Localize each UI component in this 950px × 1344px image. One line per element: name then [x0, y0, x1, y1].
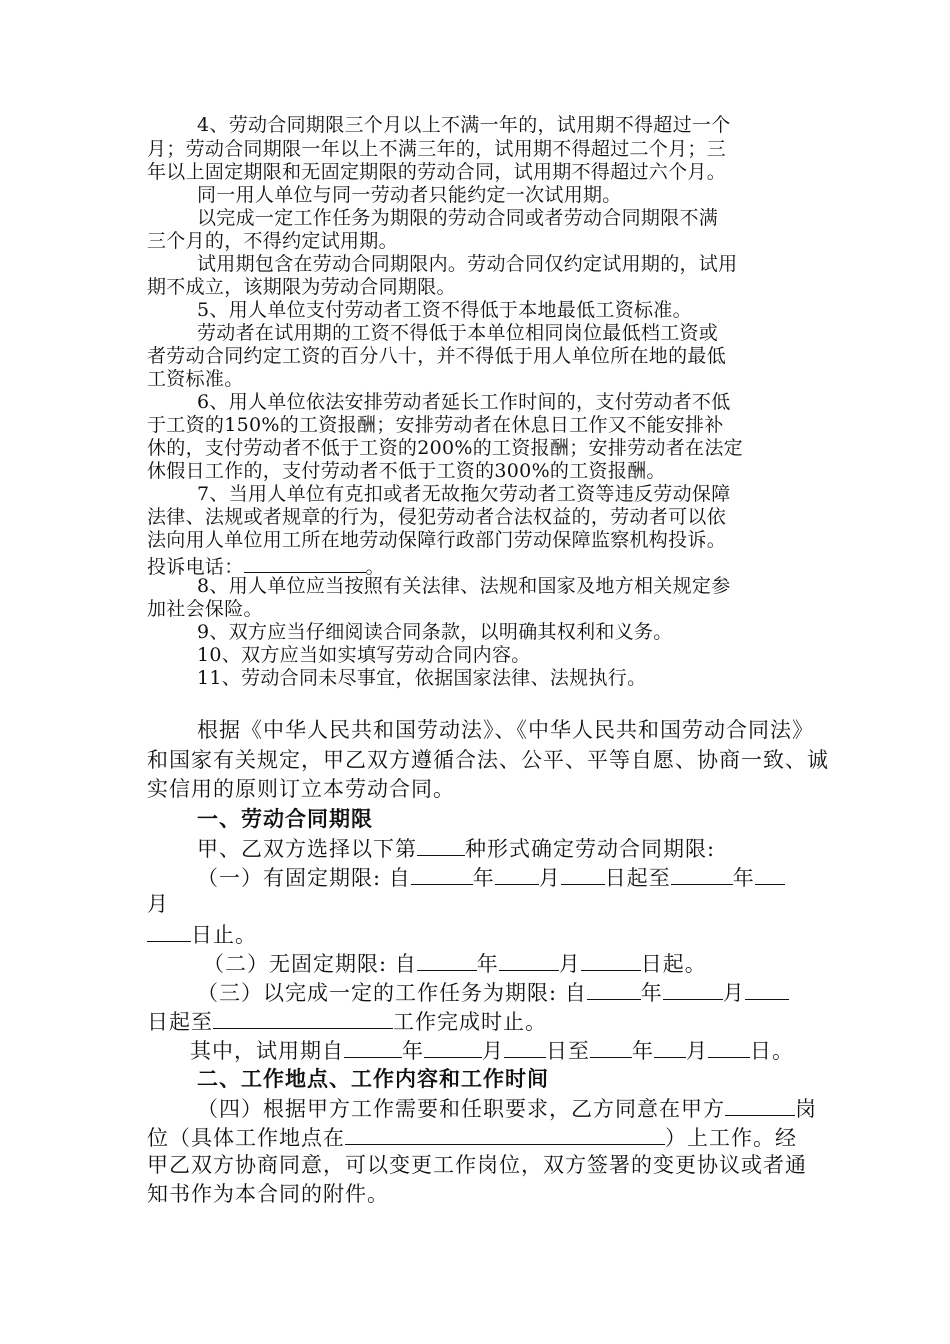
note-6-line-1: 6、用人单位依法安排劳动者延长工作时间的，支付劳动者不低 [197, 391, 731, 413]
open-start-year-blank[interactable] [417, 952, 477, 971]
fixed-end-month-blank[interactable] [755, 866, 785, 885]
fixed-end-day-blank[interactable] [147, 923, 191, 942]
end-label: 日止。 [191, 923, 257, 947]
fixed-end-year-blank[interactable] [671, 866, 733, 885]
note-probation-once: 同一用人单位与同一劳动者只能约定一次试用期。 [197, 184, 622, 206]
task-term-line [197, 981, 789, 1004]
fixed-term-line [197, 866, 785, 889]
complaint-phone-blank[interactable] [244, 554, 366, 573]
section-1-heading: 一、劳动合同期限 [197, 806, 373, 831]
year-label: 年 [476, 952, 499, 976]
note-8-line-2: 加社会保险。 [147, 598, 263, 620]
probation-end-month-blank[interactable] [654, 1039, 686, 1058]
year-label: 年 [732, 866, 755, 890]
day-label: 日。 [750, 1039, 794, 1063]
open-start-day-blank[interactable] [581, 952, 641, 971]
position-line-4: 知书作为本合同的附件。 [147, 1182, 389, 1206]
probation-line [190, 1039, 794, 1062]
intro-line-3: 实信用的原则订立本劳动合同。 [147, 777, 455, 801]
task-term-label: （三）以完成一定的工作任务为期限: 自 [197, 981, 587, 1005]
year-label: 年 [632, 1039, 654, 1063]
work-location-blank[interactable] [345, 1126, 665, 1145]
start-label: 日起。 [640, 952, 707, 976]
term-form-suffix: 种形式确定劳动合同期限: [465, 837, 716, 861]
note-4-line-1: 4、劳动合同期限三个月以上不满一年的，试用期不得超过一个 [197, 114, 731, 136]
note-11: 11、劳动合同未尽事宜，依据国家法律、法规执行。 [197, 667, 647, 689]
note-5: 5、用人单位支付劳动者工资不得低于本地最低工资标准。 [197, 299, 692, 321]
note-6-line-2: 于工资的150%的工资报酬；安排劳动者在休息日工作又不能安排补 [147, 414, 724, 436]
note-probation-wage-line-3: 工资标准。 [147, 368, 244, 390]
year-label: 年 [640, 981, 663, 1005]
probation-start-month-blank[interactable] [424, 1039, 482, 1058]
task-start-month-blank[interactable] [663, 981, 723, 1000]
open-term-line [203, 952, 707, 975]
position-label: （四）根据甲方工作需要和任职要求，乙方同意在甲方 [197, 1097, 725, 1121]
term-form-choice [197, 837, 715, 860]
fixed-start-month-blank[interactable] [495, 866, 539, 885]
probation-end-year-blank[interactable] [590, 1039, 632, 1058]
note-probation-included-line-2: 期不成立，该期限为劳动合同期限。 [147, 276, 456, 298]
position-suffix: 岗 [795, 1097, 817, 1121]
work-location-suffix: ）上工作。经 [665, 1126, 797, 1150]
note-4-line-3: 年以上固定期限和无固定期限的劳动合同，试用期不得超过六个月。 [147, 161, 727, 183]
note-probation-wage-line-2: 者劳动合同约定工资的百分八十，并不得低于用人单位所在地的最低 [147, 345, 727, 367]
note-task-contract-line-1: 以完成一定工作任务为期限的劳动合同或者劳动合同期限不满 [197, 207, 719, 229]
probation-start-day-blank[interactable] [504, 1039, 546, 1058]
year-label: 年 [402, 1039, 424, 1063]
work-location-label: 位（具体工作地点在 [147, 1126, 345, 1150]
fixed-start-day-blank[interactable] [561, 866, 605, 885]
month-label: 月 [482, 1039, 504, 1063]
note-probation-included-line-1: 试用期包含在劳动合同期限内。劳动合同仅约定试用期的，试用 [197, 253, 738, 275]
complaint-phone-label: 投诉电话： [147, 556, 244, 578]
task-start-day-prefix-blank[interactable] [745, 981, 789, 1000]
intro-line-2: 和国家有关规定，甲乙双方遵循合法、公平、平等自愿、协商一致、诚 [147, 748, 829, 772]
to-label: 日至 [546, 1039, 590, 1063]
intro-line-1: 根据《中华人民共和国劳动法》、《中华人民共和国劳动合同法》 [197, 718, 814, 742]
task-start-year-blank[interactable] [587, 981, 641, 1000]
term-form-blank[interactable] [417, 837, 465, 856]
note-10: 10、双方应当如实填写劳动合同内容。 [197, 644, 531, 666]
open-term-label: （二）无固定期限: 自 [203, 952, 417, 976]
fixed-start-year-blank[interactable] [411, 866, 473, 885]
position-blank[interactable] [725, 1097, 795, 1116]
position-line-3: 甲乙双方协商同意，可以变更工作岗位，双方签署的变更协议或者通 [147, 1153, 807, 1177]
fixed-term-month-label: 月 [147, 892, 169, 916]
year-label: 年 [472, 866, 495, 890]
note-9: 9、双方应当仔细阅读合同条款，以明确其权利和义务。 [197, 621, 673, 643]
note-7-line-3: 法向用人单位用工所在地劳动保障行政部门劳动保障监察机构投诉。 [147, 529, 727, 551]
month-label: 月 [722, 981, 745, 1005]
note-4-line-2: 月；劳动合同期限一年以上不满三年的，试用期不得超过二个月；三 [147, 138, 727, 160]
complaint-phone-end: 。 [365, 556, 385, 578]
term-form-label: 甲、乙双方选择以下第 [197, 837, 417, 861]
note-task-contract-line-2: 三个月的，不得约定试用期。 [147, 230, 398, 252]
fixed-term-label: （一）有固定期限: 自 [197, 866, 411, 890]
from-to-label: 日起至 [147, 1010, 213, 1034]
note-7-line-1: 7、当用人单位有克扣或者无故拖欠劳动者工资等违反劳动保障 [197, 483, 731, 505]
task-complete-label: 工作完成时止。 [393, 1010, 547, 1034]
from-to-label: 日起至 [604, 866, 671, 890]
note-8-line-1: 8、用人单位应当按照有关法律、法规和国家及地方相关规定参 [197, 575, 731, 597]
section-2-heading: 二、工作地点、工作内容和工作时间 [197, 1066, 549, 1091]
note-6-line-3: 休的，支付劳动者不低于工资的200%的工资报酬；安排劳动者在法定 [147, 437, 743, 459]
position-line-2 [147, 1126, 797, 1149]
note-7-complaint-phone [147, 554, 385, 577]
note-7-line-2: 法律、法规或者规章的行为，侵犯劳动者合法权益的，劳动者可以依 [147, 506, 727, 528]
month-label: 月 [538, 866, 561, 890]
task-description-blank[interactable] [213, 1010, 393, 1029]
month-label: 月 [686, 1039, 708, 1063]
fixed-term-end-line [147, 923, 257, 946]
note-probation-wage-line-1: 劳动者在试用期的工资不得低于本单位相同岗位最低档工资或 [197, 322, 719, 344]
open-start-month-blank[interactable] [499, 952, 559, 971]
probation-start-year-blank[interactable] [344, 1039, 402, 1058]
position-line-1 [197, 1097, 817, 1120]
probation-label: 其中，试用期自 [190, 1039, 344, 1063]
month-label: 月 [558, 952, 581, 976]
task-term-end-line [147, 1010, 547, 1033]
probation-end-day-blank[interactable] [708, 1039, 750, 1058]
note-6-line-4: 休假日工作的，支付劳动者不低于工资的300%的工资报酬。 [147, 460, 666, 482]
